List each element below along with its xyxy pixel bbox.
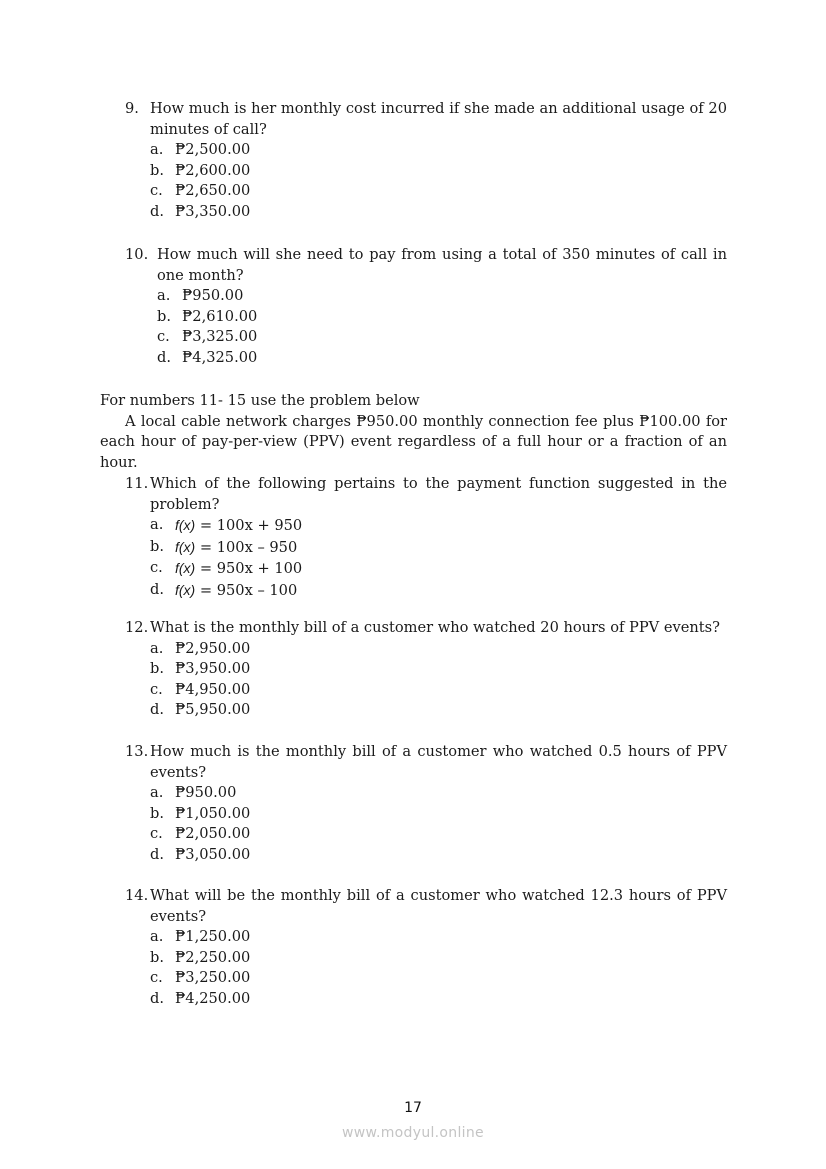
option-letter: b. <box>150 660 164 678</box>
option-a[interactable] <box>150 639 727 660</box>
option-d[interactable] <box>150 845 727 866</box>
question-number: 9. <box>125 100 139 117</box>
option-text: ₱4,250.00 <box>175 989 251 1007</box>
option-letter: c. <box>150 825 163 843</box>
option-b[interactable] <box>150 161 727 182</box>
problem-statement: A local cable network charges ₱950.00 monthly connection fee plus ₱100.00 for each hour of pay-per-view (PPV) event regardless of a full hour or a fraction of an hour. <box>100 412 727 471</box>
option-text: ₱1,050.00 <box>175 804 251 822</box>
option-a[interactable] <box>150 783 727 804</box>
question-number: 13. <box>125 743 149 760</box>
intro-heading: For numbers 11- 15 use the problem below <box>100 392 420 409</box>
function-notation: f(x) <box>175 581 196 598</box>
option-text: ₱2,050.00 <box>175 825 251 843</box>
option-text: ₱4,950.00 <box>175 680 251 698</box>
option-letter: d. <box>157 348 171 366</box>
option-letter: b. <box>150 537 164 555</box>
question-text <box>100 618 727 639</box>
option-letter: d. <box>150 202 164 220</box>
option-a[interactable] <box>157 286 727 307</box>
question-body: What is the monthly bill of a customer who watched 20 hours of PPV events? <box>150 619 720 636</box>
option-letter: a. <box>150 639 164 657</box>
question-10 <box>100 245 727 369</box>
option-letter: b. <box>150 161 164 179</box>
question-body: What will be the monthly bill of a customer who watched 12.3 hours of PPV events? <box>150 887 727 925</box>
option-letter: c. <box>150 969 163 987</box>
function-notation: f(x) <box>175 560 196 577</box>
option-text: ₱2,600.00 <box>175 161 251 179</box>
option-c[interactable] <box>157 327 727 348</box>
option-text: ₱3,350.00 <box>175 202 251 220</box>
function-notation: f(x) <box>175 517 196 534</box>
option-letter: a. <box>150 141 164 159</box>
option-c[interactable] <box>150 968 727 989</box>
option-letter: b. <box>157 307 171 325</box>
option-letter: c. <box>150 559 163 577</box>
option-letter: a. <box>150 928 164 946</box>
option-text: ₱2,500.00 <box>175 141 251 159</box>
option-letter: c. <box>157 328 170 346</box>
option-d[interactable] <box>150 700 727 721</box>
option-a[interactable] <box>150 515 727 537</box>
option-letter: d. <box>150 989 164 1007</box>
question-body: Which of the following pertains to the payment function suggested in the problem? <box>150 475 727 513</box>
question-11 <box>100 474 727 602</box>
option-a[interactable] <box>150 927 727 948</box>
option-text: ₱2,950.00 <box>175 639 251 657</box>
option-text: = 100x + 950 <box>199 517 303 535</box>
question-text <box>100 886 727 927</box>
option-letter: c. <box>150 182 163 200</box>
option-d[interactable] <box>150 989 727 1010</box>
question-14 <box>100 886 727 1010</box>
option-d[interactable] <box>150 202 727 223</box>
question-number: 11. <box>125 475 149 492</box>
problem-intro <box>100 391 727 473</box>
option-text: ₱3,050.00 <box>175 845 251 863</box>
option-text: = 100x – 950 <box>199 538 298 556</box>
option-letter: d. <box>150 701 164 719</box>
option-text: ₱5,950.00 <box>175 701 251 719</box>
question-text <box>100 742 727 783</box>
page-number: 17 <box>404 1100 422 1116</box>
option-text: ₱950.00 <box>182 287 244 305</box>
option-letter: b. <box>150 948 164 966</box>
option-b[interactable] <box>150 804 727 825</box>
function-notation: f(x) <box>175 538 196 555</box>
option-letter: c. <box>150 680 163 698</box>
question-number: 12. <box>125 619 149 636</box>
option-c[interactable] <box>150 680 727 701</box>
option-letter: a. <box>157 287 171 305</box>
option-c[interactable] <box>150 558 727 580</box>
option-letter: a. <box>150 784 164 802</box>
option-c[interactable] <box>150 181 727 202</box>
option-b[interactable] <box>150 537 727 559</box>
option-text: = 950x + 100 <box>199 560 303 578</box>
option-text: ₱3,325.00 <box>182 328 258 346</box>
option-d[interactable] <box>157 348 727 369</box>
question-body: How much is the monthly bill of a customer who watched 0.5 hours of PPV events? <box>150 743 727 781</box>
watermark: www.modyul.online <box>342 1125 484 1141</box>
option-b[interactable] <box>157 307 727 328</box>
option-b[interactable] <box>150 659 727 680</box>
option-text: ₱950.00 <box>175 784 237 802</box>
question-body: How much will she need to pay from using a total of 350 minutes of call in one month? <box>157 246 727 284</box>
question-number: 14. <box>125 887 149 904</box>
option-text: ₱4,325.00 <box>182 348 258 366</box>
option-letter: b. <box>150 804 164 822</box>
option-d[interactable] <box>150 580 727 602</box>
option-text: ₱2,610.00 <box>182 307 258 325</box>
question-number: 10. <box>125 246 149 263</box>
question-text <box>100 99 727 140</box>
option-c[interactable] <box>150 824 727 845</box>
option-letter: d. <box>150 845 164 863</box>
option-letter: a. <box>150 516 164 534</box>
option-text: ₱1,250.00 <box>175 928 251 946</box>
question-9 <box>100 99 727 223</box>
option-text: ₱3,250.00 <box>175 969 251 987</box>
question-text <box>100 245 727 286</box>
option-a[interactable] <box>150 140 727 161</box>
question-body: How much is her monthly cost incurred if she made an additional usage of 20 minutes of call? <box>150 100 727 138</box>
question-12 <box>100 618 727 721</box>
option-b[interactable] <box>150 948 727 969</box>
question-text <box>100 474 727 515</box>
option-text: ₱2,650.00 <box>175 182 251 200</box>
option-text: ₱3,950.00 <box>175 660 251 678</box>
option-letter: d. <box>150 580 164 598</box>
option-text: ₱2,250.00 <box>175 948 251 966</box>
question-13 <box>100 742 727 866</box>
option-text: = 950x – 100 <box>199 581 298 599</box>
